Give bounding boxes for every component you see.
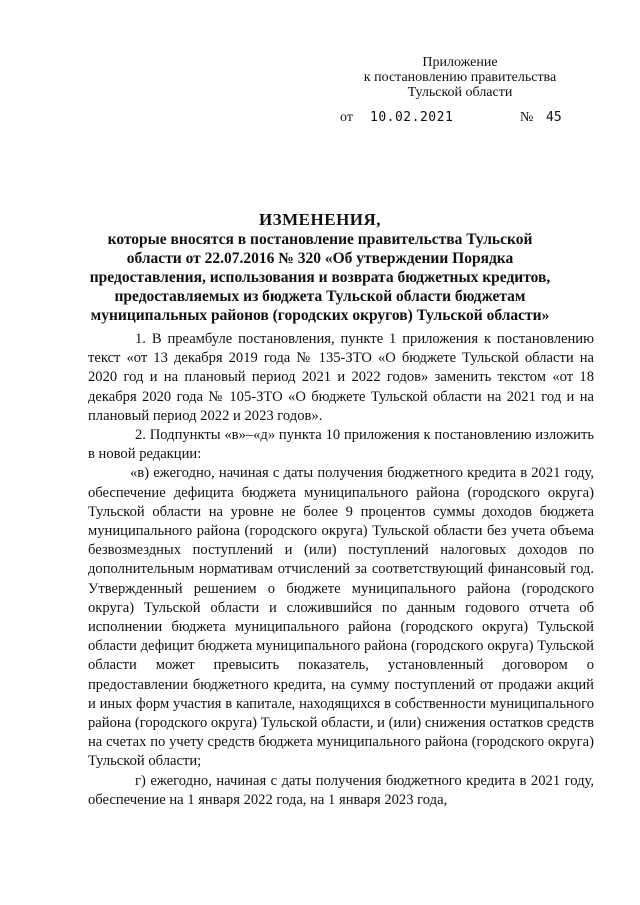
- resolution-date: 10.02.2021: [370, 110, 454, 125]
- title-main: ИЗМЕНЕНИЯ,: [258, 210, 382, 229]
- number-label: №: [520, 110, 534, 125]
- appendix-line-2: к постановлению правительства: [363, 70, 557, 85]
- paragraph-1: 1. В преамбуле постановления, пункте 1 приложения к постановлению текст «от 13 декабря 2019 года № 135-ЗТО «О бюджете Тульской области на 2020 год и на плановый период 2021 и 2022 годов» заменить текстом «от 18 декабря 2020 года № 105-ЗТО «О бюджете Тульской области на 2021 год и на плановый период 2022 и 2023 годов».: [88, 331, 594, 424]
- paragraph-3: «в) ежегодно, начиная с даты получения бюджетного кредита в 2021 году, обеспечение дефицита бюджета муниципального района (городского округа) Тульской области на уровне не более 9 процентов суммы доходов бюджета муниципального района (городского округа) Тульской области без учета объема безвозмездных поступлений и (или) поступлений налоговых доходов по дополнительным нормативам отчислений за соответствующий финансовый год. Утвержденный решением о бюджете муниципального района (городского округа) Тульской области и сложившийся по данным годового отчета об исполнении бюджета муниципального района (городского округа) Тульской области дефицит бюджета муниципального района (городского округа) Тульской области может превысить показатель, установленный договором о предоставлении бюджетного кредита, на сумму поступлений от продажи акций и иных форм участия в капитале, находящихся в собственности муниципального района (городского округа) Тульской области, и (или) снижения остатков средств на счетах по учету средств бюджета муниципального района (городского округа) Тульской области;: [88, 465, 594, 770]
- title-subtitle: которые вносятся в постановление правительства Тульской области от 22.07.2016 № 320 «Об утверждении Порядка предоставления, использования и возврата бюджетных кредитов, предоставляемых из бюджета Тульской области бюджетам муниципальных районов (городских округов) Тульской области»: [89, 231, 551, 324]
- resolution-number: 45: [546, 110, 562, 125]
- document-body: [88, 330, 594, 810]
- document-title: [80, 210, 560, 325]
- appendix-header: [330, 55, 590, 100]
- appendix-line-1: Приложение: [422, 55, 498, 70]
- appendix-line-3: Тульской области: [407, 85, 513, 100]
- paragraph-4: г) ежегодно, начиная с даты получения бюджетного кредита в 2021 году, обеспечение на 1 января 2022 года, на 1 января 2023 года,: [88, 772, 594, 808]
- paragraph-2: 2. Подпункты «в»–«д» пункта 10 приложения к постановлению изложить в новой редакции:: [88, 427, 594, 463]
- date-from-label: от: [340, 110, 353, 125]
